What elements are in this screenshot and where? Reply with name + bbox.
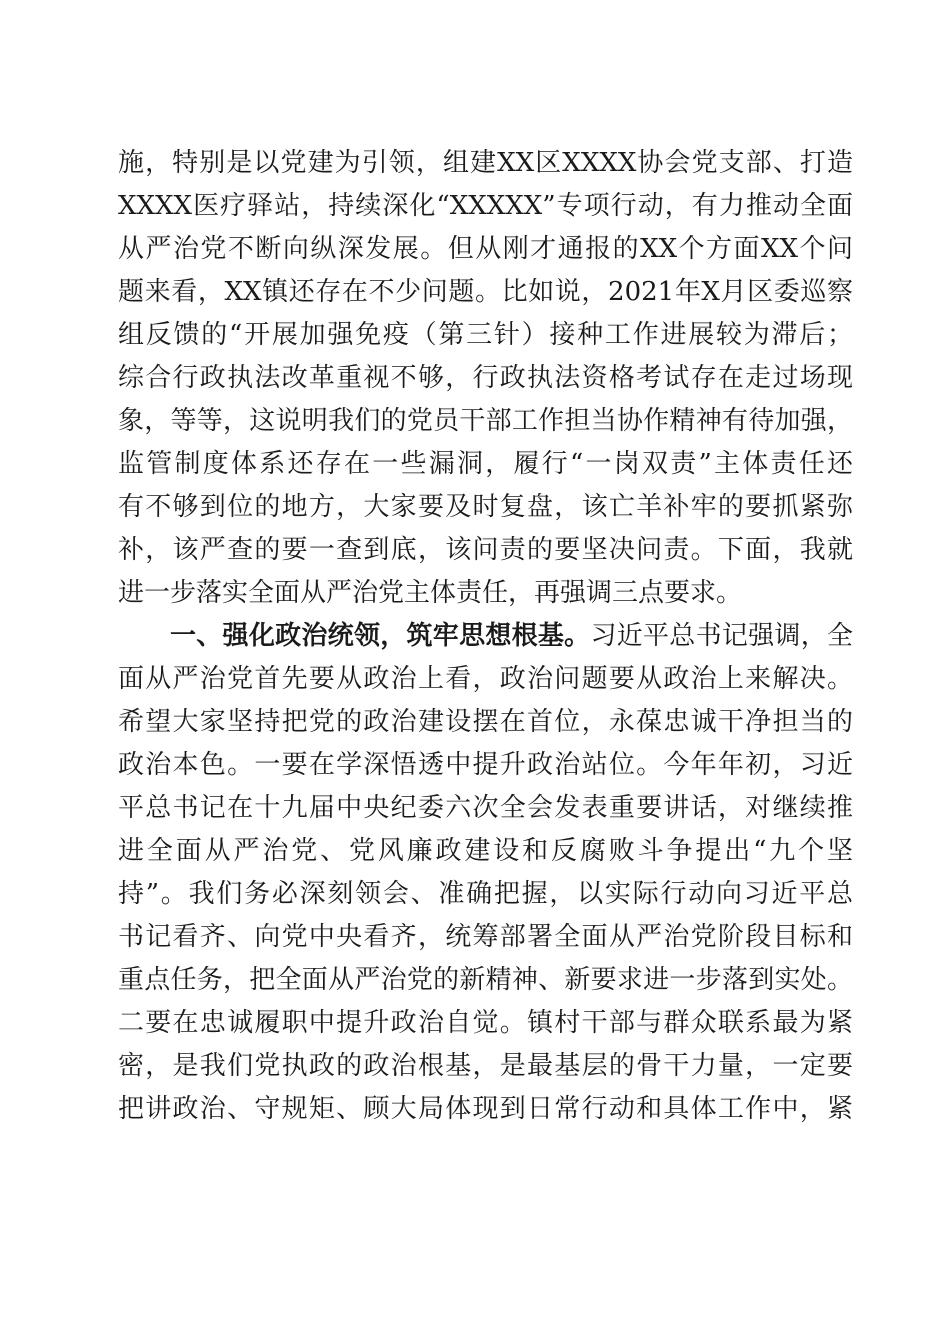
text-line: 综合行政执法改革重视不够，行政执法资格考试存在走过场现 <box>118 363 853 393</box>
text-line: 监管制度体系还存在一些漏洞，履行“一岗双责”主体责任还 <box>118 449 853 479</box>
section-heading: 一、强化政治统领，筑牢思想根基。 <box>170 621 591 651</box>
text-line: 进全面从严治党、党风廉政建设和反腐败斗争提出“九个坚 <box>118 836 853 866</box>
text-line: 施，特别是以党建为引领，组建XX区XXXX协会党支部、打造 <box>118 148 853 178</box>
text-line: 有不够到位的地方，大家要及时复盘，该亡羊补牢的要抓紧弥 <box>118 492 853 522</box>
body-text <box>118 142 853 1131</box>
text-line: 密，是我们党执政的政治根基，是最基层的骨干力量，一定要 <box>118 1051 853 1081</box>
text-line: 补，该严查的要一查到底，该问责的要坚决问责。下面，我就 <box>118 535 853 565</box>
text-line: 组反馈的“开展加强免疫（第三针）接种工作进展较为滞后； <box>118 320 853 350</box>
text-line: 书记看齐、向党中央看齐，统筹部署全面从严治党阶段目标和 <box>118 922 853 952</box>
text-line: 进一步落实全面从严治党主体责任，再强调三点要求。 <box>118 578 743 608</box>
section-heading-line <box>118 615 853 658</box>
text-line: 持”。我们务必深刻领会、准确把握，以实际行动向习近平总 <box>118 879 853 909</box>
text-line: 希望大家坚持把党的政治建设摆在首位，永葆忠诚干净担当的 <box>118 707 853 737</box>
text-line: XXXX医疗驿站，持续深化“XXXXX”专项行动，有力推动全面 <box>118 191 853 221</box>
text-line: 从严治党不断向纵深发展。但从刚才通报的XX个方面XX个问 <box>118 234 853 264</box>
text-line: 重点任务，把全面从严治党的新精神、新要求进一步落到实处。 <box>118 965 853 995</box>
text-line: 题来看，XX镇还存在不少问题。比如说，2021年X月区委巡察 <box>118 277 853 307</box>
text-line: 象，等等，这说明我们的党员干部工作担当协作精神有待加强， <box>118 406 853 436</box>
text-line: 政治本色。一要在学深悟透中提升政治站位。今年年初，习近 <box>118 750 853 780</box>
text-line: 把讲政治、守规矩、顾大局体现到日常行动和具体工作中，紧 <box>118 1094 853 1124</box>
text-line: 面从严治党首先要从政治上看，政治问题要从政治上来解决。 <box>118 664 853 694</box>
section-heading-rest: 习近平总书记强调，全 <box>590 621 853 651</box>
text-line: 平总书记在十九届中央纪委六次全会发表重要讲话，对继续推 <box>118 793 853 823</box>
text-line: 二要在忠诚履职中提升政治自觉。镇村干部与群众联系最为紧 <box>118 1008 853 1038</box>
